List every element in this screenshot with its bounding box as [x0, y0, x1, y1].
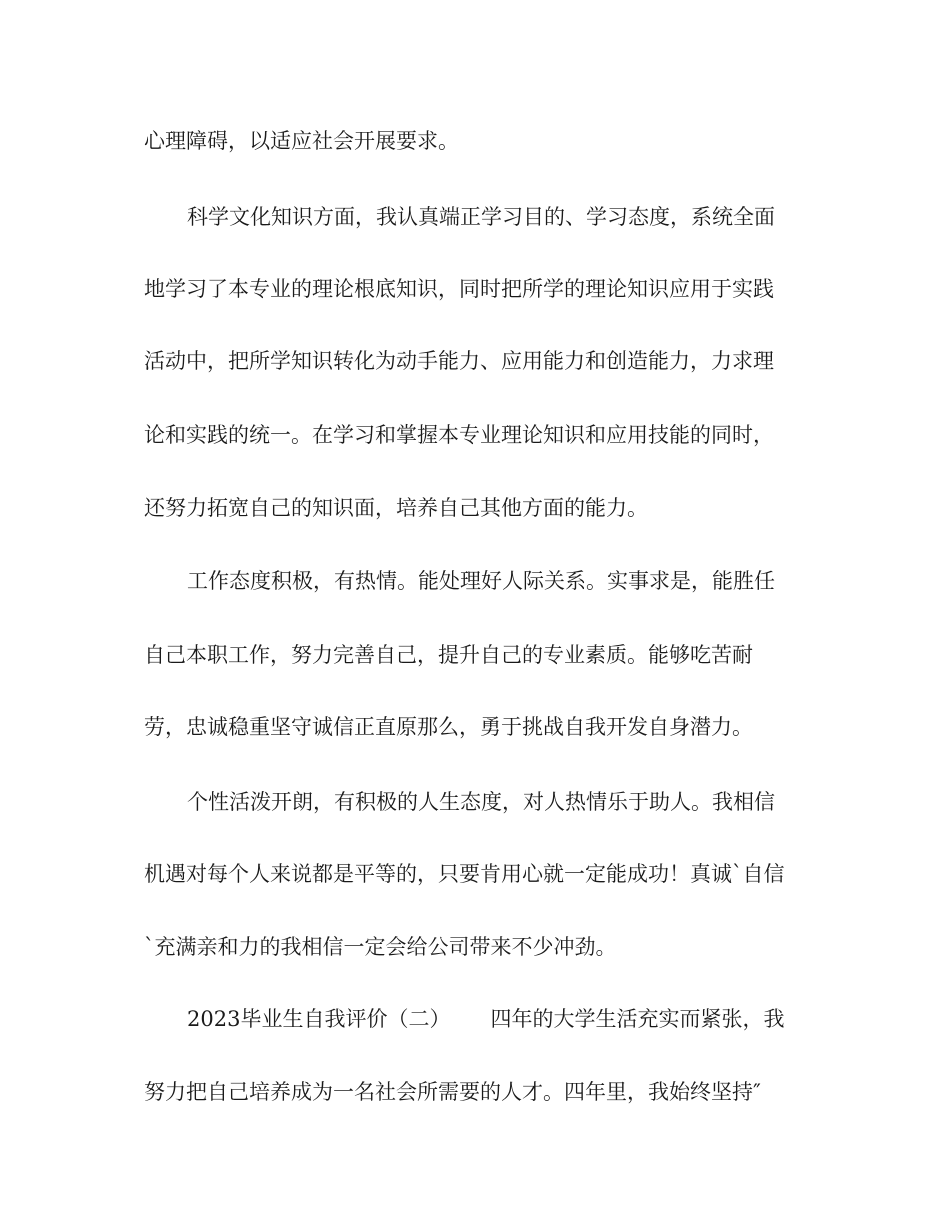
paragraph-start-line: 科学文化知识方面，我认真端正学习目的、学习态度，系统全面 [187, 205, 775, 229]
text-line: 论和实践的统一。在学习和掌握本专业理论知识和应用技能的同时， [144, 423, 774, 447]
text-line: 劳，忠诚稳重坚守诚信正直原那么，勇于挑战自我开发自身潜力。 [144, 715, 753, 739]
text-line: 活动中，把所学知识转化为动手能力、应用能力和创造能力，力求理 [144, 349, 774, 373]
section-heading-line [187, 999, 867, 1039]
text-line: 心理障碍，以适应社会开展要求。 [144, 129, 459, 153]
text-line: 地学习了本专业的理论根底知识，同时把所学的理论知识应用于实践 [144, 277, 774, 301]
paragraph-start-line: 个性活泼开朗，有积极的人生态度，对人热情乐于助人。我相信 [187, 790, 775, 814]
text-line: 自己本职工作，努力完善自己，提升自己的专业素质。能够吃苦耐 [144, 643, 753, 667]
text-line: 机遇对每个人来说都是平等的，只要肯用心就一定能成功！真诚`自信 [144, 862, 785, 886]
section-heading: 2023毕业生自我评价（二） [187, 1007, 451, 1031]
text-line: `充满亲和力的我相信一定会给公司带来不少冲劲。 [144, 935, 617, 959]
text-line: 还努力拓宽自己的知识面，培养自己其他方面的能力。 [144, 496, 648, 520]
paragraph-start-line: 工作态度积极，有热情。能处理好人际关系。实事求是，能胜任 [187, 569, 775, 593]
heading-following-text: 四年的大学生活充实而紧张，我 [490, 1007, 785, 1031]
text-line: 努力把自己培养成为一名社会所需要的人才。四年里，我始终坚持″ [144, 1080, 761, 1104]
